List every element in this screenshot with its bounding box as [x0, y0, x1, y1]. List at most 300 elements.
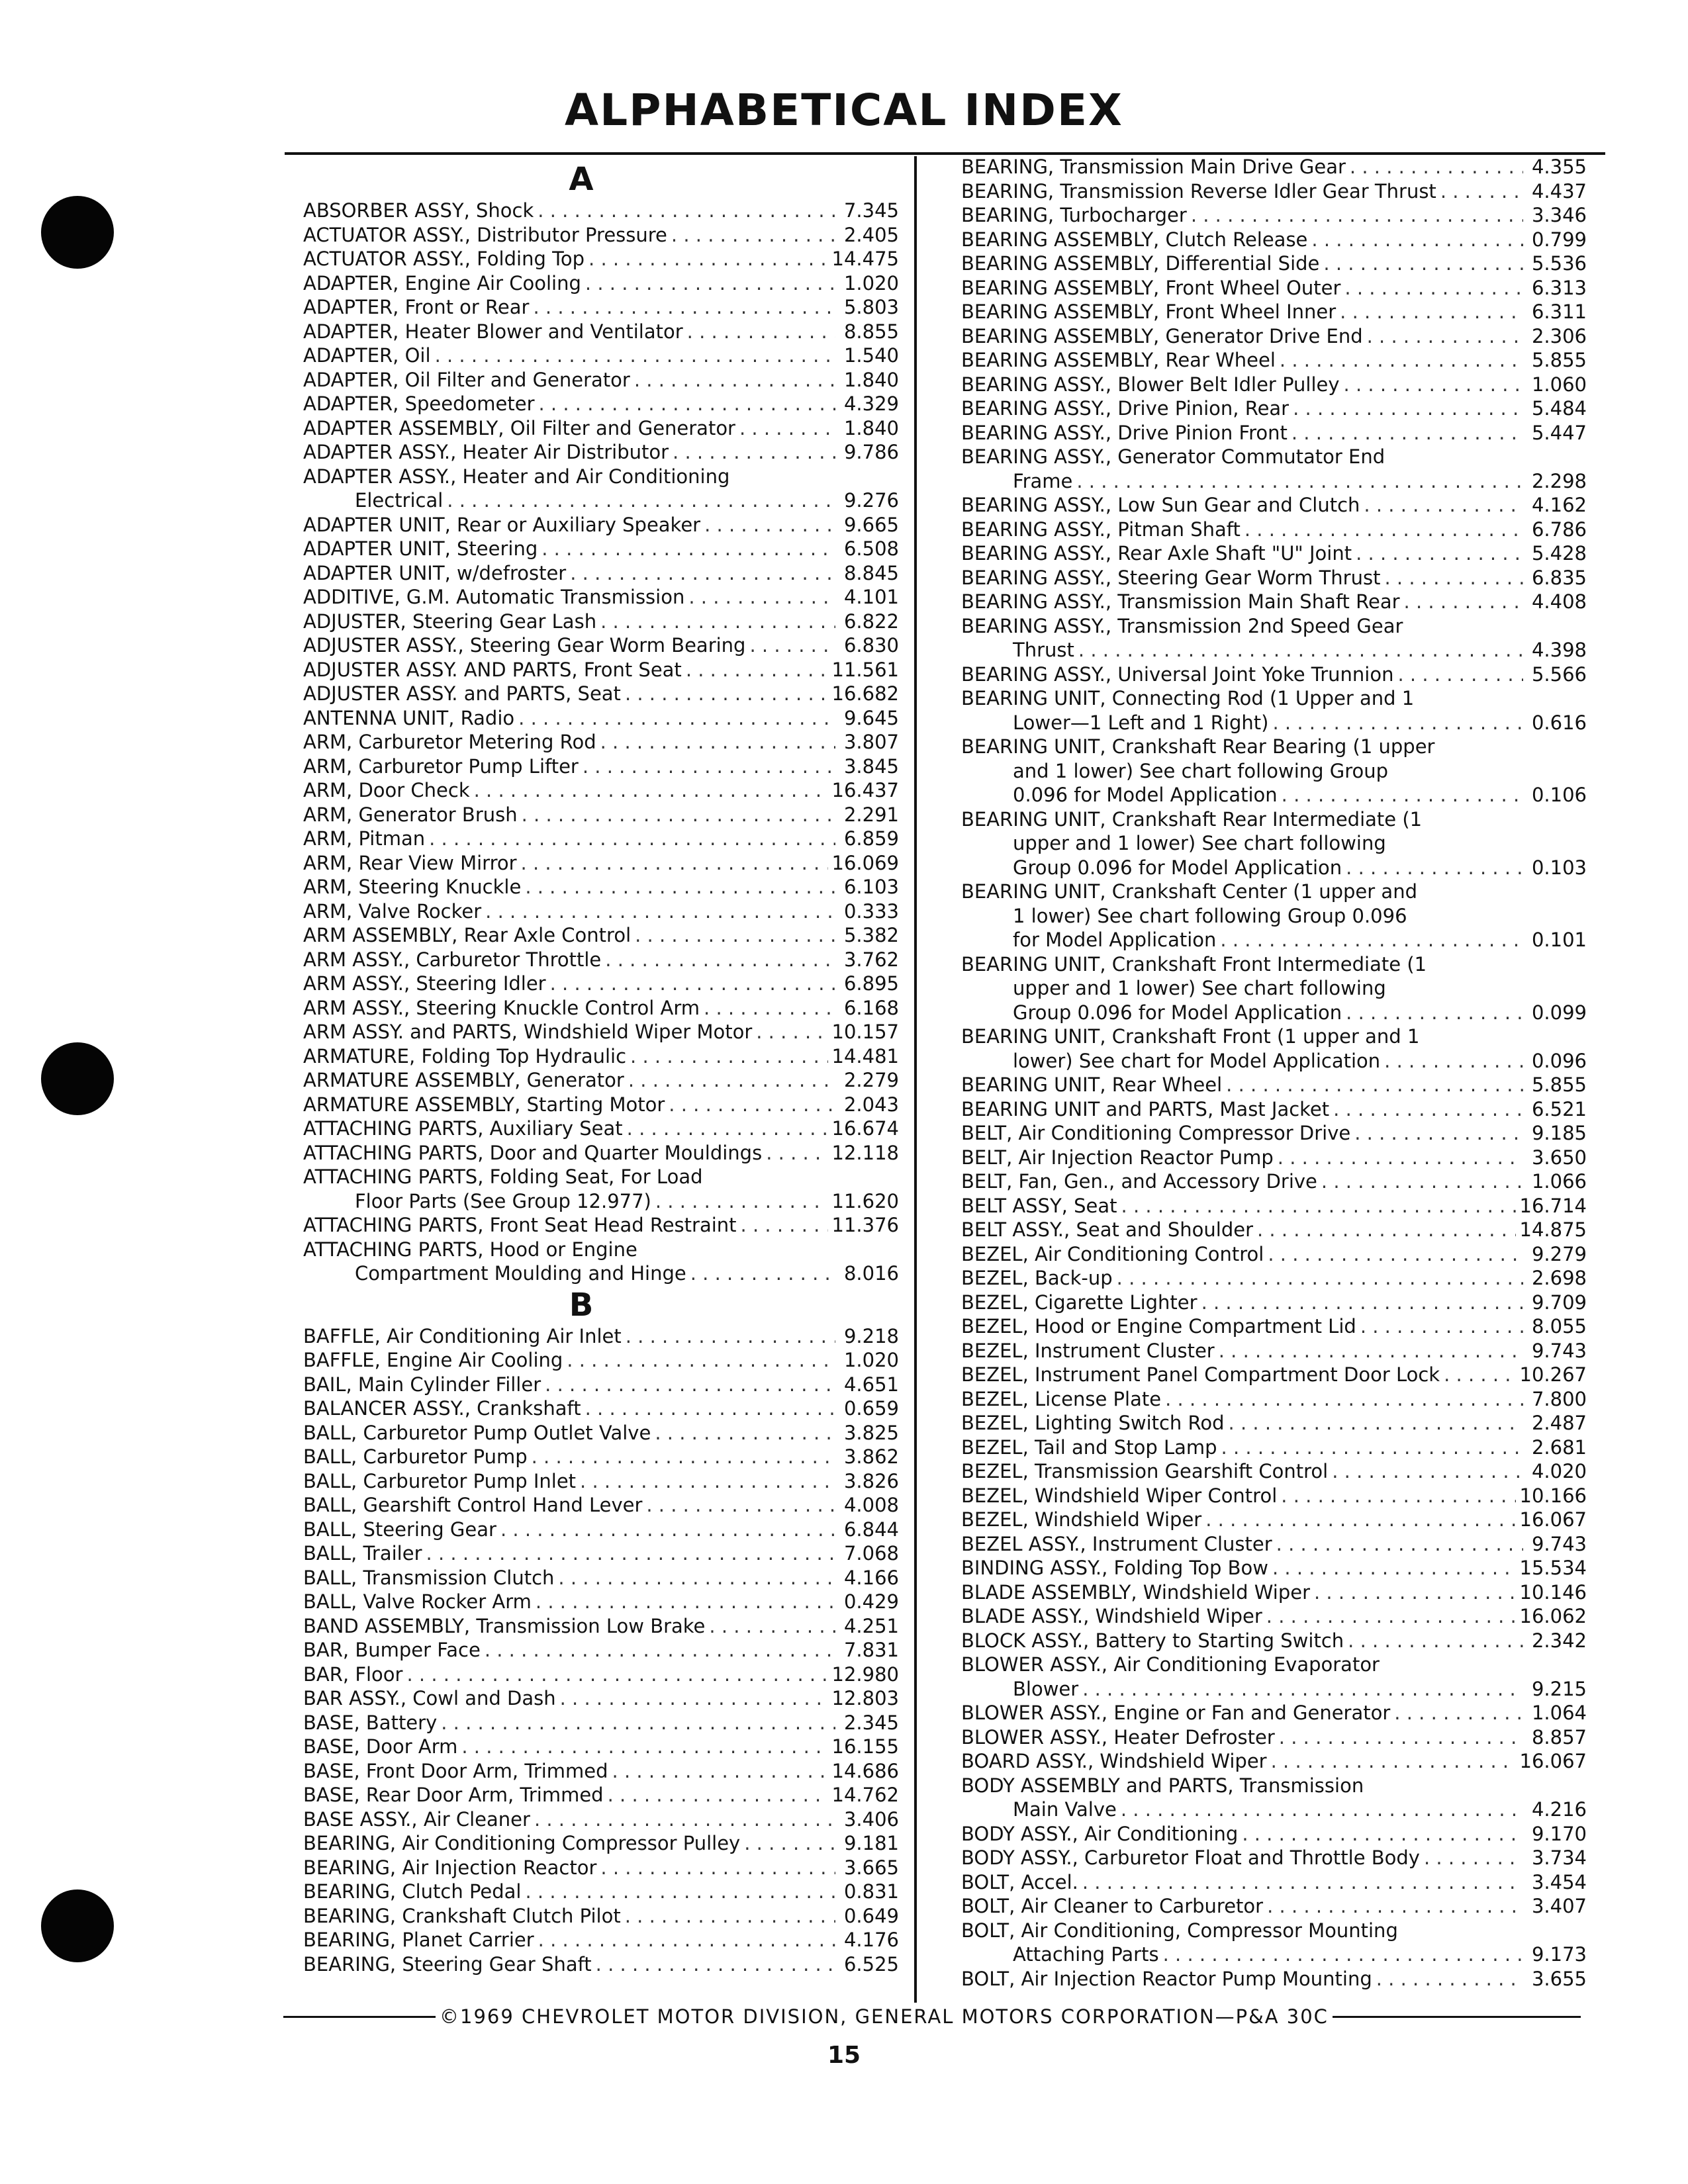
index-entry	[303, 1735, 899, 1759]
index-entry-name: BALL, Gearshift Control Hand Lever	[303, 1494, 643, 1516]
index-entry-name: BLOWER ASSY., Air Conditioning Evaporator	[961, 1653, 1380, 1676]
index-entry-page: 0.096	[1531, 1049, 1587, 1072]
index-entry	[303, 1093, 899, 1117]
index-entry	[961, 1822, 1587, 1846]
dot-leader	[532, 1445, 835, 1469]
index-entry	[303, 658, 899, 682]
index-entry	[303, 1880, 899, 1904]
index-entry-name: BEARING ASSEMBLY, Generator Drive End	[961, 324, 1363, 347]
index-entry-name: ARM, Steering Knuckle	[303, 876, 522, 898]
dot-leader	[739, 416, 835, 441]
index-entry	[961, 1580, 1587, 1605]
dot-leader	[628, 1068, 835, 1093]
dot-leader	[626, 1324, 835, 1349]
index-entry-page: 5.484	[1531, 397, 1587, 420]
index-entry-continuation: Group 0.096 for Model Application	[1013, 1001, 1342, 1024]
dot-leader	[1244, 518, 1523, 542]
index-entry	[961, 179, 1587, 204]
dot-leader	[560, 1686, 828, 1711]
dot-leader	[1268, 1242, 1523, 1267]
dot-leader	[627, 1116, 828, 1141]
dot-leader	[1323, 251, 1523, 276]
index-entry-page: 3.650	[1531, 1146, 1587, 1169]
index-entry-name: ADAPTER UNIT, w/defroster	[303, 561, 567, 584]
footer-rule-right	[1333, 2016, 1581, 2018]
index-entry	[303, 1141, 899, 1165]
index-entry-name: BELT ASSY, Seat	[961, 1194, 1117, 1217]
dot-leader	[1364, 493, 1523, 518]
index-entry-name: ARMATURE, Folding Top Hydraulic	[303, 1044, 627, 1068]
index-entry	[961, 1218, 1587, 1242]
index-entry-name: ABSORBER ASSY, Shock	[303, 199, 534, 222]
index-entry-name: ADAPTER, Front or Rear	[303, 296, 530, 318]
index-entry-name: BEARING ASSY., Transmission Main Shaft Rear	[961, 590, 1400, 613]
index-entry	[303, 1261, 899, 1286]
index-entry-name: BEZEL, License Plate	[961, 1387, 1162, 1410]
index-entry	[303, 803, 899, 827]
index-entry-name: BASE, Rear Door Arm, Trimmed	[303, 1784, 604, 1806]
dot-leader	[526, 1880, 836, 1904]
index-entry	[303, 706, 899, 731]
index-entry-page: 9.170	[1531, 1822, 1587, 1845]
index-entry-name: BEARING ASSY., Universal Joint Yoke Trunnion	[961, 662, 1394, 686]
index-entry-page: 10.146	[1519, 1580, 1587, 1604]
index-entry-name: BEARING ASSEMBLY, Differential Side	[961, 252, 1320, 275]
dot-leader	[1321, 1169, 1523, 1194]
section-letter: A	[569, 161, 594, 198]
index-entry	[303, 247, 899, 271]
index-entry-name: ARM, Door Check	[303, 779, 470, 801]
dot-leader	[605, 948, 835, 972]
index-entry	[303, 1396, 899, 1421]
dot-leader	[441, 1711, 835, 1735]
index-entry-page: 3.826	[843, 1469, 899, 1492]
index-entry-name: BAIL, Main Cylinder Filler	[303, 1373, 541, 1396]
index-entry	[961, 1242, 1587, 1267]
index-entry-page: 3.406	[843, 1807, 899, 1831]
dot-leader	[1350, 155, 1523, 179]
index-entry	[303, 368, 899, 392]
dot-leader	[585, 1396, 835, 1421]
dot-leader	[1165, 1387, 1523, 1412]
index-entry-name: BELT ASSY., Seat and Shoulder	[961, 1218, 1253, 1241]
index-entry	[961, 228, 1587, 252]
index-entry-name: BEARING ASSY., Blower Belt Idler Pulley	[961, 373, 1340, 396]
dot-leader	[600, 1856, 835, 1880]
dot-leader	[570, 561, 835, 586]
index-entry	[961, 783, 1587, 807]
index-entry-page: 3.845	[843, 754, 899, 778]
index-entry-continuation: for Model Application	[1013, 929, 1217, 951]
index-entry-page: 0.659	[843, 1397, 899, 1420]
index-entry-page: 2.345	[843, 1711, 899, 1734]
index-entry-page: 16.062	[1519, 1605, 1587, 1627]
index-entry-page: 1.066	[1531, 1170, 1587, 1193]
index-entry	[303, 1856, 899, 1880]
index-entry-name: ARM, Valve Rocker	[303, 899, 482, 923]
index-entry	[961, 300, 1587, 324]
dot-leader	[1221, 1435, 1523, 1460]
index-entry	[961, 251, 1587, 276]
index-entry-continuation: Lower—1 Left and 1 Right)	[1013, 711, 1269, 734]
index-entry	[303, 320, 899, 344]
index-entry-name: BODY ASSY., Carburetor Float and Throttle Body	[961, 1846, 1420, 1869]
index-entry-name: BEARING ASSY., Rear Axle Shaft "U" Joint	[961, 542, 1352, 565]
index-entry-page: 5.855	[1531, 1073, 1587, 1096]
index-entry	[961, 566, 1587, 590]
index-entry	[961, 1797, 1587, 1822]
index-entry	[961, 324, 1587, 349]
dot-leader	[1278, 1146, 1523, 1170]
index-entry-name: BEARING, Planet Carrier	[303, 1929, 534, 1951]
dot-leader	[646, 1493, 835, 1518]
dot-leader	[588, 247, 827, 271]
index-entry-page: 7.831	[843, 1639, 899, 1661]
index-entry-name: ADJUSTER ASSY., Steering Gear Worm Bearing	[303, 634, 746, 657]
dot-leader	[485, 1638, 835, 1662]
index-entry-name: BAR, Bumper Face	[303, 1639, 481, 1661]
index-entry-name: BODY ASSY., Air Conditioning	[961, 1822, 1239, 1845]
index-entry	[303, 488, 899, 513]
index-entry-name: BAFFLE, Engine Air Cooling	[303, 1349, 563, 1371]
index-entry-page: 2.681	[1531, 1435, 1587, 1459]
index-entry-page: 1.840	[843, 368, 899, 391]
index-entry-page: 0.333	[843, 899, 899, 923]
index-entry	[303, 1928, 899, 1952]
index-entry	[961, 203, 1587, 228]
index-entry-page: 16.714	[1519, 1194, 1587, 1217]
index-entry	[961, 1266, 1587, 1291]
index-entry-name: ADAPTER, Oil Filter and Generator	[303, 368, 630, 391]
index-entry	[303, 295, 899, 320]
index-entry-name: BEARING, Steering Gear Shaft	[303, 1952, 592, 1976]
index-entry-page: 11.620	[831, 1189, 899, 1212]
index-entry-name: BEZEL, Back-up	[961, 1267, 1113, 1289]
index-entry-name: BLOWER ASSY., Heater Defroster	[961, 1725, 1275, 1749]
index-entry-name: BEARING ASSY., Low Sun Gear and Clutch	[961, 494, 1360, 516]
dot-leader	[1314, 1580, 1516, 1605]
index-entry-name: ADAPTER UNIT, Rear or Auxiliary Speaker	[303, 513, 701, 536]
dot-leader	[687, 320, 835, 344]
index-entry	[961, 1073, 1587, 1097]
dot-leader	[596, 1952, 835, 1977]
index-entry-page: 9.743	[1531, 1532, 1587, 1555]
index-entry-page: 9.173	[1531, 1943, 1587, 1966]
index-entry-name: ADJUSTER, Steering Gear Lash	[303, 610, 597, 633]
index-entry-name: ADAPTER, Oil	[303, 344, 431, 367]
index-entry-page: 5.447	[1531, 421, 1587, 444]
index-entry-name: BINDING ASSY., Folding Top Bow	[961, 1557, 1268, 1579]
index-entry	[961, 276, 1587, 300]
index-entry-name: BEARING UNIT, Rear Wheel	[961, 1073, 1223, 1096]
index-entry-page: 8.055	[1531, 1315, 1587, 1338]
dot-leader	[690, 1261, 835, 1286]
index-entry-name: BEARING, Turbocharger	[961, 204, 1187, 226]
dot-leader	[1219, 1339, 1523, 1363]
dot-leader	[671, 223, 835, 248]
index-entry-name: ATTACHING PARTS, Hood or Engine	[303, 1238, 637, 1261]
index-entry	[961, 1363, 1587, 1387]
index-entry-page: 16.674	[831, 1117, 899, 1140]
index-entry-name: BEARING UNIT, Connecting Rod (1 Upper and 1	[961, 687, 1415, 709]
index-entry-page: 16.682	[831, 682, 899, 705]
dot-leader	[1397, 662, 1523, 687]
dot-leader	[583, 754, 835, 779]
index-entry	[303, 1493, 899, 1518]
index-entry-page: 9.743	[1531, 1339, 1587, 1362]
index-entry-name: BEZEL, Hood or Engine Compartment Lid	[961, 1315, 1356, 1338]
index-entry	[303, 1044, 899, 1069]
dot-leader	[1082, 1870, 1523, 1895]
index-entry-name: BEARING ASSY., Drive Pinion Front	[961, 421, 1288, 444]
index-entry-page: 4.008	[843, 1494, 899, 1516]
index-entry-page: 2.698	[1531, 1267, 1587, 1289]
dot-leader	[1440, 179, 1523, 204]
footer-rule-left	[283, 2016, 436, 2018]
index-entry-page: 0.649	[843, 1904, 899, 1927]
binder-hole	[41, 1042, 114, 1115]
dot-leader	[1346, 1001, 1523, 1025]
index-entry-page: 9.181	[843, 1832, 899, 1854]
dot-leader	[1271, 1749, 1516, 1774]
index-column-right	[961, 155, 1587, 1991]
index-entry	[961, 662, 1587, 687]
index-entry-name: BASE, Door Arm	[303, 1735, 458, 1758]
index-entry-page: 4.408	[1531, 590, 1587, 613]
index-entry-page: 3.655	[1531, 1967, 1587, 1990]
index-column-left	[303, 160, 899, 1976]
index-entry	[303, 1373, 899, 1397]
index-entry	[303, 1445, 899, 1469]
index-entry-page: 3.734	[1531, 1846, 1587, 1869]
index-entry	[961, 1484, 1587, 1508]
dot-leader	[1340, 300, 1523, 324]
dot-leader	[558, 1566, 835, 1590]
dot-leader	[1121, 1194, 1516, 1218]
index-entry-page: 4.398	[1531, 639, 1587, 661]
dot-leader	[536, 1590, 835, 1614]
page-number: 15	[827, 2042, 861, 2069]
dot-leader	[756, 1020, 827, 1044]
index-entry	[961, 1314, 1587, 1339]
index-entry-name: BLOWER ASSY., Engine or Fan and Generator	[961, 1702, 1391, 1724]
index-entry-name: ADAPTER, Speedometer	[303, 392, 535, 415]
index-entry	[303, 633, 899, 658]
index-entry-page: 4.216	[1531, 1798, 1587, 1821]
dot-leader	[655, 1421, 835, 1445]
index-entry-page: 16.067	[1519, 1508, 1587, 1531]
index-entry-page: 0.106	[1531, 784, 1587, 806]
index-entry	[961, 518, 1587, 542]
column-divider	[914, 156, 917, 2003]
index-entry	[961, 1677, 1587, 1702]
index-entry-page: 3.762	[843, 948, 899, 971]
index-entry	[961, 469, 1587, 494]
dot-leader	[406, 1662, 827, 1687]
index-entry	[303, 1638, 899, 1662]
index-entry-page: 4.162	[1531, 494, 1587, 516]
copyright-text: ©1969 CHEVROLET MOTOR DIVISION, GENERAL MOTORS CORPORATION—P&A 30C	[440, 2005, 1329, 2028]
index-entry-page: 0.616	[1531, 711, 1587, 734]
index-entry-page: 10.166	[1519, 1484, 1587, 1507]
dot-leader	[635, 923, 835, 948]
index-entry-page: 10.267	[1519, 1363, 1587, 1386]
index-entry-name: BAFFLE, Air Conditioning Air Inlet	[303, 1324, 622, 1347]
index-entry	[303, 1566, 899, 1590]
index-entry-page: 14.875	[1519, 1218, 1587, 1241]
index-entry-name: ARM ASSEMBLY, Rear Axle Control	[303, 924, 632, 946]
index-entry	[303, 1421, 899, 1445]
index-entry-name: BEARING UNIT, Crankshaft Rear Intermediate (1	[961, 807, 1423, 831]
index-entry-page: 6.786	[1531, 518, 1587, 541]
dot-leader	[1291, 421, 1523, 445]
index-entry	[961, 1097, 1587, 1122]
dot-leader	[655, 1189, 828, 1214]
index-entry-page: 12.118	[831, 1141, 899, 1164]
dot-leader	[1404, 590, 1523, 614]
index-entry-name: ATTACHING PARTS, Door and Quarter Mouldings	[303, 1141, 763, 1164]
dot-leader	[612, 1759, 828, 1784]
index-entry	[303, 585, 899, 610]
index-entry-name: BALL, Carburetor Pump	[303, 1445, 528, 1468]
index-entry	[303, 1348, 899, 1373]
index-entry-continuation: Attaching Parts	[1013, 1943, 1159, 1966]
index-entry-name: BEARING, Air Conditioning Compressor Pulley	[303, 1832, 741, 1854]
index-entry	[303, 561, 899, 586]
dot-leader	[435, 343, 835, 368]
dot-leader	[1117, 1266, 1523, 1291]
index-entry-name: BALL, Carburetor Pump Inlet	[303, 1469, 577, 1492]
dot-leader	[744, 1831, 835, 1856]
dot-leader	[625, 682, 828, 706]
index-entry-name: BEARING ASSY., Drive Pinion, Rear	[961, 397, 1289, 420]
dot-leader	[1384, 1049, 1523, 1073]
index-entry-page: 7.068	[843, 1542, 899, 1565]
index-entry-continuation: Group 0.096 for Model Application	[1013, 856, 1342, 879]
dot-leader	[1344, 276, 1523, 300]
index-entry	[303, 343, 899, 368]
index-entry-page: 9.279	[1531, 1242, 1587, 1265]
index-entry	[961, 1508, 1587, 1532]
index-entry	[961, 1001, 1587, 1025]
index-entry-page: 6.525	[843, 1952, 899, 1976]
index-entry-name: ARMATURE ASSEMBLY, Starting Motor	[303, 1093, 665, 1116]
index-entry	[303, 1324, 899, 1349]
index-entry	[303, 416, 899, 441]
dot-leader	[1367, 324, 1523, 349]
index-entry-page: 7.800	[1531, 1387, 1587, 1410]
index-entry-page: 6.103	[843, 876, 899, 898]
index-entry-name: BEARING ASSY., Pitman Shaft	[961, 518, 1241, 541]
index-entry	[961, 856, 1587, 880]
index-entry-name: ARMATURE ASSEMBLY, Generator	[303, 1069, 624, 1091]
index-entry-page: 9.709	[1531, 1291, 1587, 1314]
index-entry-name: BASE, Battery	[303, 1711, 438, 1734]
index-entry-name: BEARING ASSY., Generator Commutator End	[961, 445, 1385, 468]
index-entry-continuation: upper and 1 lower) See chart following	[1013, 977, 1386, 999]
index-entry-continuation: Floor Parts (See Group 12.977)	[355, 1189, 651, 1212]
index-entry-name: BEARING UNIT, Crankshaft Front Intermediate (1	[961, 952, 1427, 976]
index-entry-page: 6.168	[843, 996, 899, 1019]
index-entry-page: 11.376	[831, 1214, 899, 1236]
dot-leader	[1191, 203, 1523, 228]
index-entry-page: 5.566	[1531, 662, 1587, 686]
index-entry-name: BALL, Transmission Clutch	[303, 1566, 555, 1589]
dot-leader	[1082, 1677, 1523, 1702]
dot-leader	[600, 610, 835, 634]
index-entry	[303, 827, 899, 851]
index-entry-page: 5.382	[843, 924, 899, 946]
index-entry-page: 2.405	[843, 223, 899, 246]
index-entry	[961, 396, 1587, 421]
index-entry	[961, 1749, 1587, 1774]
index-entry	[303, 1469, 899, 1494]
dot-leader	[1229, 1411, 1523, 1435]
index-entry-name: BEARING UNIT, Crankshaft Center (1 upper and	[961, 880, 1417, 903]
dot-leader	[500, 1518, 835, 1542]
index-entry-page: 5.803	[843, 296, 899, 318]
dot-leader	[673, 440, 835, 465]
index-entry	[961, 1459, 1587, 1484]
index-entry-page: 4.437	[1531, 179, 1587, 203]
dot-leader	[686, 658, 828, 682]
index-entry-name: BEZEL, Transmission Gearshift Control	[961, 1460, 1329, 1482]
index-entry-name: BEARING UNIT, Crankshaft Rear Bearing (1 upper	[961, 735, 1435, 758]
index-entry-name: ATTACHING PARTS, Auxiliary Seat	[303, 1117, 623, 1140]
index-entry	[303, 1518, 899, 1542]
index-entry	[303, 1759, 899, 1784]
dot-leader	[1344, 373, 1523, 397]
dot-leader	[625, 1904, 835, 1929]
index-entry	[961, 373, 1587, 397]
index-entry	[303, 1068, 899, 1093]
index-entry	[961, 1967, 1587, 1991]
index-entry-name: BEZEL, Tail and Stop Lamp	[961, 1435, 1217, 1459]
index-entry	[303, 875, 899, 899]
index-entry	[961, 1121, 1587, 1146]
index-entry-page: 3.407	[1531, 1895, 1587, 1917]
index-entry-page: 4.251	[843, 1614, 899, 1637]
index-entry	[303, 1590, 899, 1614]
index-entry-page: 4.166	[843, 1566, 899, 1589]
dot-leader	[688, 585, 835, 610]
dot-leader	[1078, 638, 1523, 662]
index-entry-name: ADAPTER, Heater Blower and Ventilator	[303, 320, 683, 343]
index-entry-page: 3.825	[843, 1421, 899, 1444]
dot-leader	[1384, 566, 1523, 590]
index-entry-name: ACTUATOR ASSY., Distributor Pressure	[303, 223, 667, 246]
index-entry-page: 6.508	[843, 537, 899, 560]
dot-leader	[1257, 1218, 1516, 1242]
index-entry-name: BAR, Floor	[303, 1662, 403, 1686]
index-entry-name: ARM, Pitman	[303, 827, 426, 850]
dot-leader	[1272, 711, 1523, 735]
dot-leader	[669, 1093, 835, 1117]
index-entry-name: ADAPTER UNIT, Steering	[303, 537, 538, 560]
index-entry-page: 4.329	[843, 392, 899, 415]
index-entry-name: BEARING, Crankshaft Clutch Pilot	[303, 1904, 621, 1927]
index-entry	[961, 1169, 1587, 1194]
index-entry-page: 12.803	[831, 1687, 899, 1709]
dot-leader	[741, 1213, 828, 1238]
index-entry-page: 9.218	[843, 1324, 899, 1347]
index-entry-page: 0.101	[1531, 929, 1587, 951]
index-entry	[303, 610, 899, 634]
index-entry-continuation: Compartment Moulding and Hinge	[355, 1262, 686, 1285]
dot-leader	[1163, 1942, 1523, 1967]
dot-leader	[525, 875, 835, 899]
index-entry-name: BEARING ASSEMBLY, Front Wheel Inner	[961, 300, 1336, 323]
